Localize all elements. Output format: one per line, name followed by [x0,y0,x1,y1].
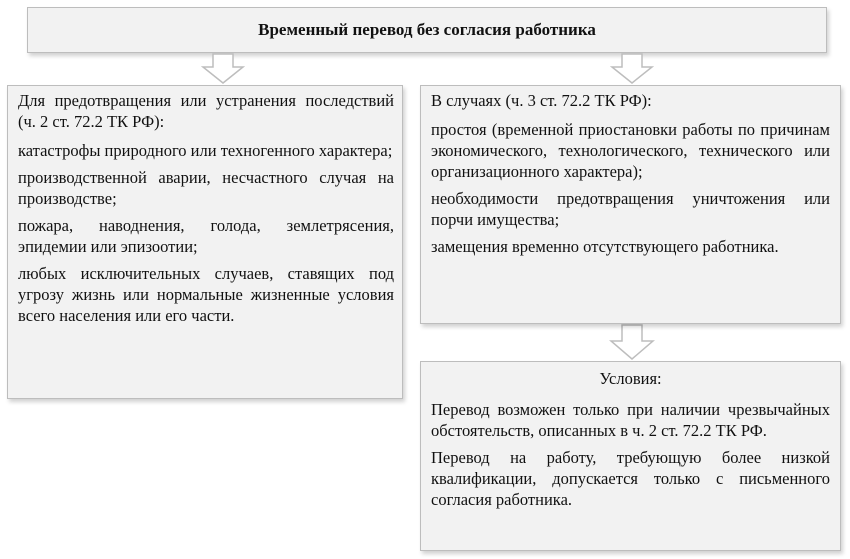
right-item: простоя (временной приостановки работы по причинам экономического, технологического, технического или организационного характера); [431,120,830,181]
title-box [27,7,827,53]
conditions-heading: Условия: [599,369,662,388]
diagram-title: Временный перевод без согласия работника [258,20,596,39]
arrow-down-conditions-icon [609,324,655,361]
left-heading: Для предотвращения или устранения последствий (ч. 2 ст. 72.2 ТК РФ): [18,91,394,131]
left-box [7,85,403,399]
conditions-box [420,361,841,551]
left-item: катастрофы природного или техногенного характера; [18,141,393,160]
right-box [420,85,841,324]
right-item: замещения временно отсутствующего работника. [431,237,779,256]
right-heading: В случаях (ч. 3 ст. 72.2 ТК РФ): [431,91,652,110]
conditions-item: Перевод возможен только при наличии чрезвычайных обстоятельств, описанных в ч. 2 ст. 72.2 ТК РФ. [431,400,830,440]
conditions-item: Перевод на работу, требующую более низкой квалификации, допускается только с письменного согласия работника. [431,448,830,509]
left-item: производственной аварии, несчастного случая на производстве; [18,168,394,208]
arrow-down-right-icon [610,53,654,85]
left-item: любых исключительных случаев, ставящих под угрозу жизнь или нормальные жизненные условия всего населения или его части. [18,264,394,325]
left-item: пожара, наводнения, голода, землетрясения, эпидемии или эпизоотии; [18,216,394,256]
right-item: необходимости предотвращения уничтожения или порчи имущества; [431,189,830,229]
arrow-down-left-icon [201,53,245,85]
